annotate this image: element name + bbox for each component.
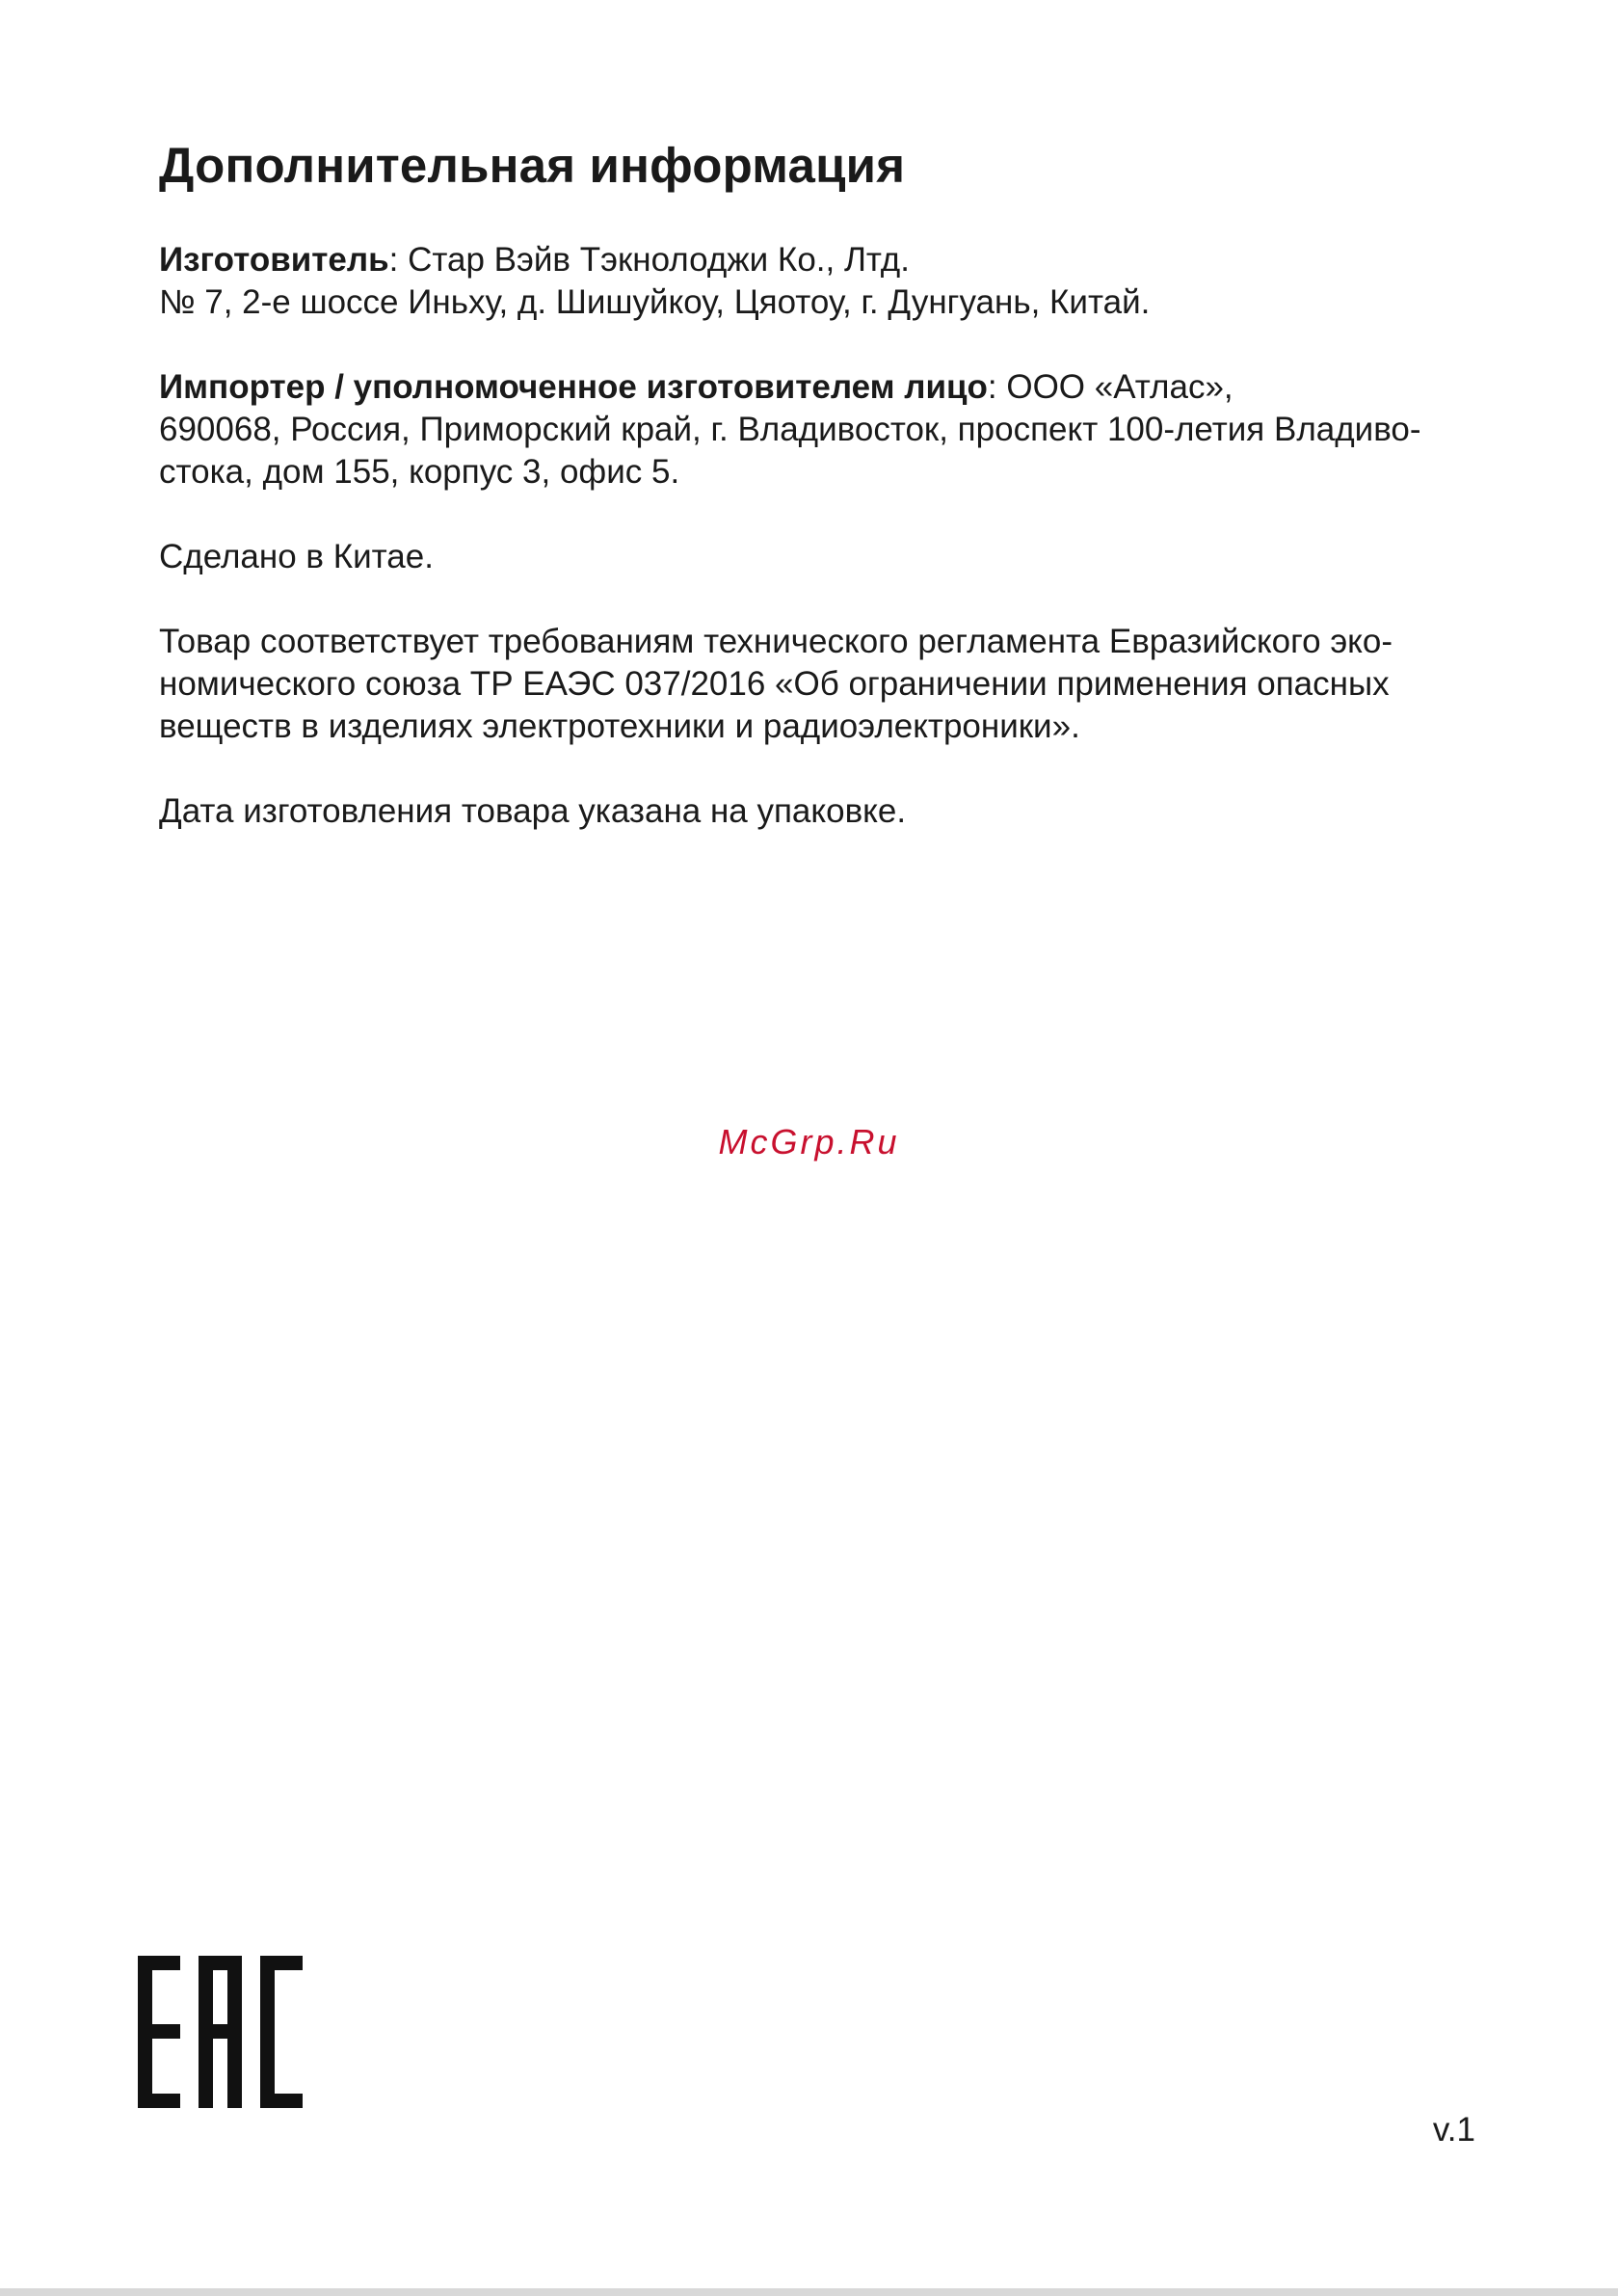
eac-certification-mark — [138, 1956, 303, 2108]
page-title: Дополнительная информация — [159, 138, 906, 193]
eac-letter-e-middle — [138, 2024, 180, 2039]
eac-logo-glyphs — [138, 1956, 303, 2108]
eac-letter-e-bottom — [138, 2094, 180, 2108]
importer-label: Импортер / уполномоченное изготовителем лицо — [159, 368, 988, 406]
importer-address-line-1: 690068, Россия, Приморский край, г. Владивосток, проспект 100-летия Владиво- — [159, 411, 1421, 448]
watermark-text: McGrp.Ru — [718, 1122, 900, 1161]
importer-line — [159, 366, 1489, 409]
production-date-text: Дата изготовления товара указана на упаковке. — [159, 792, 907, 830]
compliance-line-2: номического союза ТР ЕАЭС 037/2016 «Об ограничении применения опасных — [159, 665, 1390, 703]
manufacturer-line — [159, 239, 1489, 281]
compliance-line-3: веществ в изделиях электротехники и радиоэлектроники». — [159, 707, 1080, 745]
compliance-section — [159, 621, 1489, 748]
manufacturer-label: Изготовитель — [159, 241, 389, 279]
eac-letter-a-bar — [199, 2024, 242, 2039]
compliance-line-1: Товар соответствует требованиям технического регламента Евразийского эко- — [159, 623, 1393, 660]
origin-text: Сделано в Китае. — [159, 538, 434, 575]
eac-letter-c-top — [260, 1956, 303, 1970]
manufacturer-separator: : — [388, 241, 409, 279]
eac-letter-c-bottom — [260, 2094, 303, 2108]
content-block — [159, 135, 1489, 875]
manufacturer-name: Стар Вэйв Тэкнолоджи Ко., Лтд. — [408, 241, 910, 279]
importer-name: ООО «Атлас», — [1006, 368, 1233, 406]
eac-letter-c-stem — [260, 1956, 275, 2108]
page-bottom-edge — [0, 2288, 1618, 2296]
importer-address-line-2: стока, дом 155, корпус 3, офис 5. — [159, 453, 680, 491]
eac-letter-e-top — [138, 1956, 180, 1970]
manufacturer-address: № 7, 2-е шоссе Иньху, д. Шишуйкоу, Цяотоу, г. Дунгуань, Китай. — [159, 283, 1151, 321]
eac-letter-a-top — [199, 1956, 242, 1970]
importer-separator: : — [987, 368, 1007, 406]
manufacturer-section — [159, 239, 1489, 324]
importer-section — [159, 366, 1489, 494]
version-label: v.1 — [1432, 2111, 1475, 2149]
